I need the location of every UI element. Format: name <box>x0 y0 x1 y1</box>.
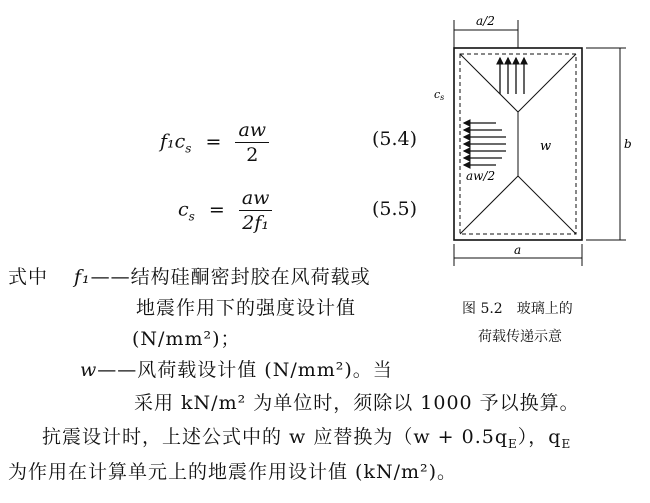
definition-f1-line3: (N/mm²)； <box>132 328 241 350</box>
top-dimension-label: a/2 <box>476 14 495 28</box>
definition-f1 <box>74 262 371 289</box>
fraction <box>239 186 273 235</box>
fraction-numerator: aw <box>239 186 273 211</box>
definition-text: ——风荷载设计值 (N/mm²)。当 <box>97 359 393 381</box>
center-load-label: w <box>540 139 552 154</box>
equation-lhs-sub: s <box>185 141 192 156</box>
side-dimension <box>586 48 632 240</box>
equation-number-5-4: (5.4) <box>372 128 418 150</box>
paragraph-text: 抗震设计时，上述公式中的 w 应替换为（w + 0.5q <box>42 426 508 448</box>
bottom-dimension-label: a <box>514 243 522 257</box>
figure-caption-line1: 图 5.2 玻璃上的 <box>462 301 573 317</box>
equation-lhs: c <box>178 198 189 221</box>
fraction <box>235 118 269 167</box>
equation-lhs-sub: s <box>188 209 195 224</box>
definition-text: ——结构硅酮密封胶在风荷载或 <box>90 266 371 288</box>
edge-load-label: aw/2 <box>466 169 496 183</box>
glass-load-diagram <box>420 8 640 270</box>
definition-w <box>80 355 393 382</box>
equation-relation: = <box>208 198 225 221</box>
figure-caption-line2: 荷载传递示意 <box>478 329 562 345</box>
side-dimension-label: b <box>624 137 632 151</box>
equation-5-4 <box>160 118 269 167</box>
left-load-arrows <box>464 123 506 165</box>
fraction-numerator: aw <box>235 118 269 143</box>
definition-w-line2: 采用 kN/m² 为单位时，须除以 1000 予以换算。 <box>134 392 580 414</box>
paragraph-text: ），q <box>517 426 562 448</box>
equation-relation: = <box>205 130 222 153</box>
fraction-denominator: 2 <box>246 144 259 166</box>
top-load-arrows <box>500 58 524 94</box>
equation-number-5-5: (5.5) <box>372 198 418 220</box>
equation-lhs: f₁c <box>160 130 186 153</box>
definition-intro: 式中 <box>8 266 49 288</box>
bottom-dimension <box>454 243 582 266</box>
equation-5-5 <box>178 186 272 235</box>
cs-label: cs <box>434 88 445 102</box>
subscript: E <box>508 436 518 451</box>
paragraph-line2: 为作用在计算单元上的地震作用设计值 (kN/m²)。 <box>8 461 458 483</box>
paragraph-line1 <box>42 422 571 451</box>
definition-symbol: f₁ <box>74 266 91 288</box>
top-dimension <box>454 14 518 48</box>
subscript: E <box>561 436 572 451</box>
fraction-denominator: 2f₁ <box>242 212 270 234</box>
definition-f1-line2: 地震作用下的强度设计值 <box>136 297 357 319</box>
definition-symbol: w <box>80 359 98 381</box>
